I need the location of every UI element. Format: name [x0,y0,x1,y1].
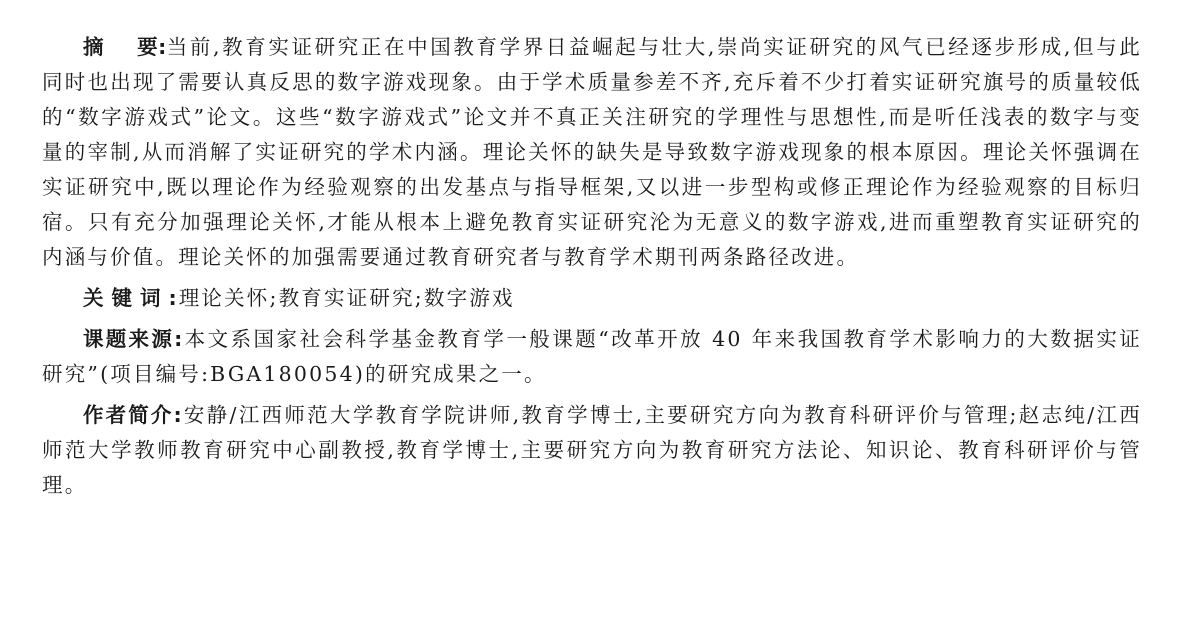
keywords-label [83,286,169,310]
keywords-paragraph [42,281,1142,316]
keywords-text: 理论关怀;教育实证研究;数字游戏 [178,286,515,310]
authors-label-colon: : [173,403,184,427]
abstract-text: 当前,教育实证研究正在中国教育学界日益崛起与壮大,崇尚实证研究的风气已经逐步形成,但与此同时也出现了需要认真反思的数字游戏现象。由于学术质量参差不齐,充斥着不少打着实证研究旗号的质量较低的“数字游戏式”论文。这些“数字游戏式”论文并不真正关注研究的学理性与思想性,而是听任浅表的数字与变量的宰制,从而消解了实证研究的学术内涵。理论关怀的缺失是导致数字游戏现象的根本原因。理论关怀强调在实证研究中,既以理论作为经验观察的出发基点与指导框架,又以进一步型构或修正理论作为经验观察的目标归宿。只有充分加强理论关怀,才能从根本上避免教育实证研究沦为无意义的数字游戏,进而重塑教育实证研究的内涵与价值。理论关怀的加强需要通过教育研究者与教育学术期刊两条路径改进。 [42,35,1142,269]
authors-label [83,403,184,427]
funding-text: 本文系国家社会科学基金教育学一般课题“改革开放 40 年来我国教育学术影响力的大数据实证研究”(项目编号:BGA180054)的研究成果之一。 [42,327,1142,386]
funding-label [83,327,184,351]
authors-label-text: 作者简介 [83,403,174,427]
abstract-label-first-char: 摘 [83,35,104,59]
abstract-paragraph [42,30,1142,275]
authors-text: 安静/江西师范大学教育学院讲师,教育学博士,主要研究方向为教育科研评价与管理;赵志纯/江西师范大学教师教育研究中心副教授,教育学博士,主要研究方向为教育研究方法论、知识论、教育科研评价与管理。 [42,403,1142,497]
funding-paragraph [42,322,1142,392]
abstract-label [83,35,166,59]
funding-label-colon: : [174,327,185,351]
authors-paragraph [42,398,1142,503]
abstract-label-colon: : [158,35,167,59]
abstract-label-second-char: 要 [136,35,159,59]
funding-label-text: 课题来源 [83,327,175,351]
keywords-label-colon: : [168,286,179,310]
keywords-label-text: 关键词 [83,286,169,310]
